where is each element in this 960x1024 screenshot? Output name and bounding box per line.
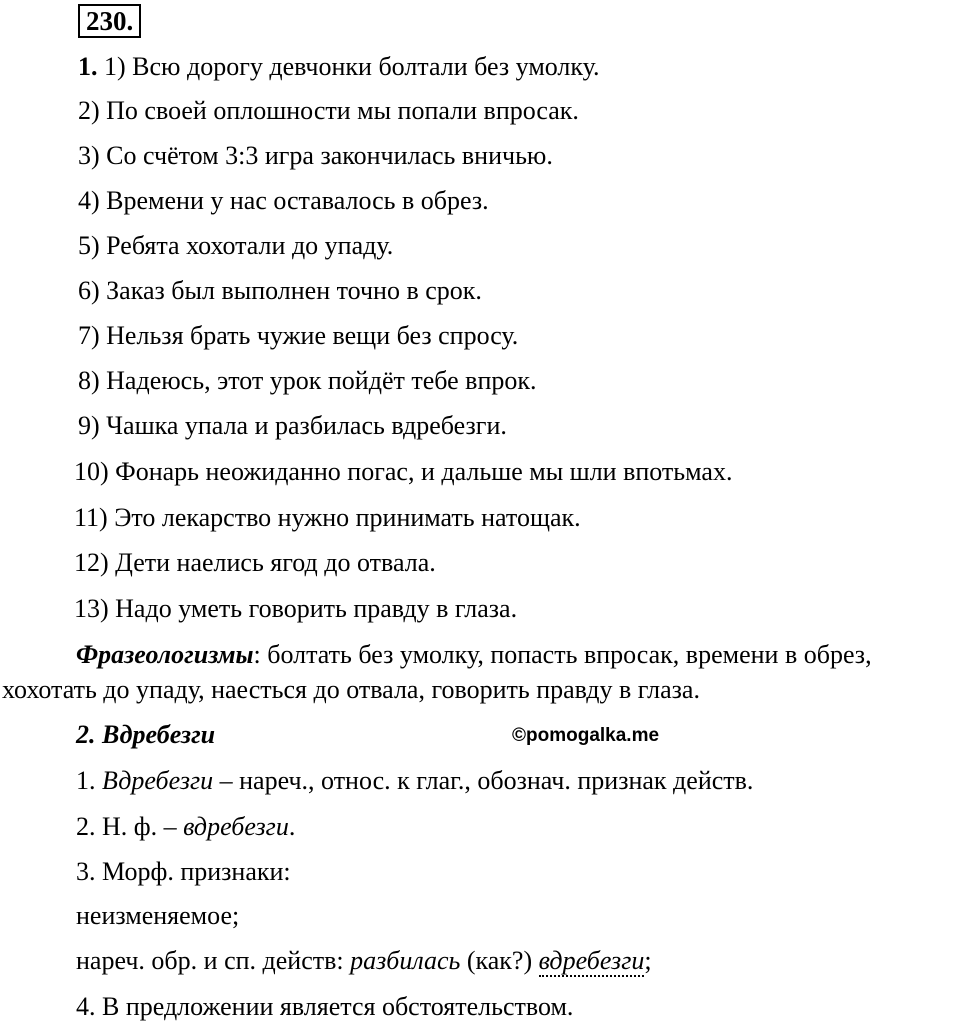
morph-line-2-prefix: 2. Н. ф. – — [76, 812, 184, 841]
morph-line-5-adverb: вдребезги — [538, 946, 645, 975]
watermark: ©pomogalka.me — [512, 725, 660, 746]
morph-line-5-question: (как?) — [460, 946, 539, 975]
sentence-11: 11) Это лекарство нужно принимать натощак. — [74, 503, 581, 532]
task2-heading: 2. Вдребезги — [76, 720, 216, 749]
morph-line-5-verb: разбилась — [350, 946, 461, 975]
sentence-10: 10) Фонарь неожиданно погас, и дальше мы шли впотьмах. — [74, 457, 733, 486]
morph-line-2-suffix: . — [288, 812, 296, 841]
morph-line-2-word: вдребезги — [183, 812, 289, 841]
task1-label: 1. — [78, 52, 98, 81]
phraseologisms-line-1 — [76, 640, 872, 670]
sentence-5: 5) Ребята хохотали до упаду. — [78, 231, 394, 260]
sentence-7: 7) Нельзя брать чужие вещи без спросу. — [78, 321, 519, 350]
morph-line-2 — [76, 812, 295, 842]
sentence-6: 6) Заказ был выполнен точно в срок. — [78, 276, 482, 305]
morph-line-6: 4. В предложении является обстоятельством. — [76, 992, 574, 1021]
sentence-2: 2) По своей оплошности мы попали впросак. — [78, 96, 579, 125]
morph-line-3: 3. Морф. признаки: — [76, 857, 291, 886]
sentence-12: 12) Дети наелись ягод до отвала. — [74, 548, 436, 577]
phraseologisms-label: Фразеологизмы — [76, 640, 254, 669]
sentence-4: 4) Времени у нас оставалось в обрез. — [78, 186, 489, 215]
morph-line-5 — [76, 946, 652, 976]
morph-line-1 — [76, 766, 753, 796]
sentence-9: 9) Чашка упала и разбилась вдребезги. — [78, 411, 507, 440]
morph-line-1-rest: – нареч., относ. к глаг., обознач. признак действ. — [213, 766, 754, 795]
morph-line-4: неизменяемое; — [76, 901, 240, 930]
sentence-1-line — [78, 52, 600, 82]
morph-line-1-word: Вдребезги — [102, 766, 214, 795]
sentence-8: 8) Надеюсь, этот урок пойдёт тебе впрок. — [78, 366, 537, 395]
sentence-1: 1) Всю дорогу девчонки болтали без умолку. — [104, 52, 600, 81]
phraseologisms-text-1: : болтать без умолку, попасть впросак, времени в обрез, — [253, 640, 872, 669]
phraseologisms-text-2: хохотать до упаду, наесться до отвала, говорить правду в глаза. — [2, 675, 700, 704]
morph-line-5-suffix: ; — [644, 946, 652, 975]
exercise-number: 230. — [78, 4, 141, 38]
morph-line-5-prefix: нареч. обр. и сп. действ: — [76, 946, 351, 975]
sentence-13: 13) Надо уметь говорить правду в глаза. — [74, 594, 518, 623]
morph-line-1-prefix: 1. — [76, 766, 102, 795]
sentence-3: 3) Со счётом 3:3 игра закончилась вничью. — [78, 141, 553, 170]
